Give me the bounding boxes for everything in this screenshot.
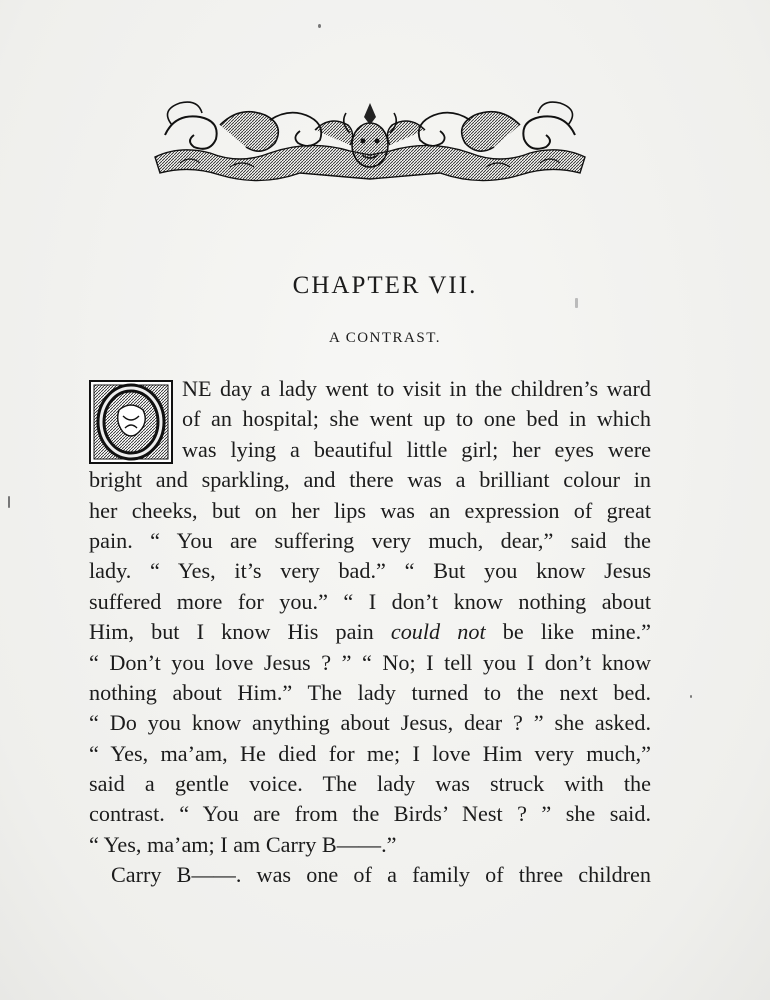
text-line: NE day a lady went to visit in the children’s ward <box>182 376 651 401</box>
text-segment: Him, but I know His pain <box>89 619 391 645</box>
floral-headpiece-ornament <box>150 95 590 190</box>
paper-speck <box>8 496 10 508</box>
text-line: her cheeks, but on her lips was an expression of great <box>89 497 651 523</box>
chapter-body <box>89 374 651 891</box>
text-line: “ Yes, ma’am, He died for me; I love Him very much,” <box>89 740 651 766</box>
text-line: bright and sparkling, and there was a brilliant colour in <box>89 467 651 493</box>
text-line: “ Don’t you love Jesus ? ” “ No; I tell you I don’t know <box>89 649 651 675</box>
text-line <box>89 617 651 647</box>
chapter-subtitle: A CONTRAST. <box>328 330 442 346</box>
text-line: of an hospital; she went up to one bed in which <box>182 406 651 432</box>
text-line: nothing about Him.” The lady turned to the next bed. <box>89 679 651 705</box>
text-line: pain. “ You are suffering very much, dear,” said the <box>89 527 651 553</box>
chapter-title: CHAPTER VII. <box>292 272 478 299</box>
paper-speck <box>575 298 578 308</box>
text-line: Carry B——. was one of a family of three children <box>111 862 651 888</box>
emphasis-text: could not <box>390 619 486 645</box>
text-line: “ Yes, ma’am; I am Carry B——.” <box>89 831 397 857</box>
text-line: was lying a beautiful little girl; her eyes were <box>182 436 651 462</box>
paper-speck <box>318 24 321 28</box>
text-line: contrast. “ You are from the Birds’ Nest ? ” she said. <box>89 801 651 827</box>
text-line: lady. “ Yes, it’s very bad.” “ But you know Jesus <box>89 558 651 584</box>
text-segment: be like mine.” <box>485 619 651 645</box>
text-line: “ Do you know anything about Jesus, dear ? ” she asked. <box>89 710 651 736</box>
text-line: suffered more for you.” “ I don’t know nothing about <box>89 588 651 614</box>
paper-speck <box>690 695 692 698</box>
text-line: said a gentle voice. The lady was struck with the <box>89 771 651 797</box>
